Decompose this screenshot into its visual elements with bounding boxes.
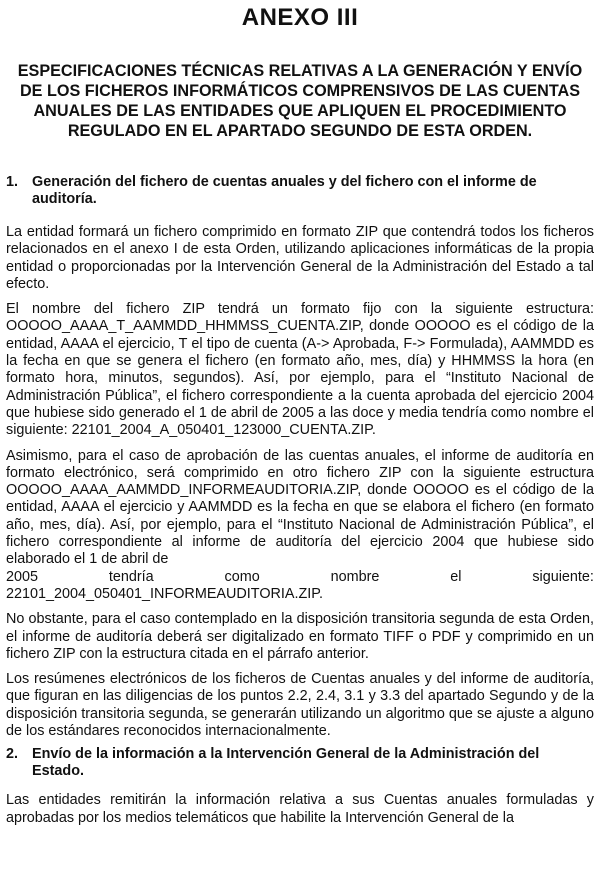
word: el bbox=[450, 568, 462, 585]
section-title: Envío de la información a la Intervención General de la Administración del Estado. bbox=[32, 746, 540, 780]
section-1-heading bbox=[6, 174, 594, 208]
word: tendría bbox=[108, 568, 154, 585]
paragraph: Las entidades remitirán la información relativa a sus Cuentas anuales formuladas y aprobadas por los medios telemáticos que habilite la Intervención General de la bbox=[6, 792, 594, 826]
word: nombre bbox=[330, 568, 380, 585]
paragraph: El nombre del fichero ZIP tendrá un formato fijo con la siguiente estructura: OOOOO_AAAA_T_AAMMDD_HHMMSS_CUENTA.ZIP, donde OOOOO es el código de la entidad, AAAA el ejercicio, T el tipo de cuenta (A-> Aprobada, F-> Formulada), AAMMDD es la fecha en que se genera el fichero (en formato año, mes, día) y HHMMSS la hora (en formato hora, minutos, segundos). Así, por ejemplo, para el “Instituto Nacional de Administración Pública”, el fichero correspondiente a la cuenta aprobada del ejercicio 2004 que hubiese sido generado el 1 de abril de 2005 a las doce y media tendría como nombre el siguiente: 22101_2004_A_050401_123000_CUENTA.ZIP. bbox=[6, 301, 595, 439]
paragraph-filename-line: 22101_2004_050401_INFORMEAUDITORIA.ZIP. bbox=[6, 585, 324, 602]
document-page bbox=[0, 4, 600, 874]
paragraph: Los resúmenes electrónicos de los ficheros de Cuentas anuales y del informe de auditoría, que figuran en las diligencias de los puntos 2.2, 2.4, 3.1 y 3.3 del apartado Segundo y de la disposición transitoria segunda, se generarán utilizando un algoritmo que se ajuste a alguno de los estándares reconocidos internacionalmente. bbox=[6, 671, 594, 740]
section-number: 2. bbox=[6, 746, 19, 763]
paragraph-justified-line bbox=[6, 569, 594, 586]
word: como bbox=[224, 568, 260, 585]
annex-title: ANEXO III bbox=[241, 4, 359, 31]
annex-subtitle: ESPECIFICACIONES TÉCNICAS RELATIVAS A LA GENERACIÓN Y ENVÍO DE LOS FICHEROS INFORMÁTICOS COMPRENSIVOS DE LAS CUENTAS ANUALES DE LAS ENTIDADES QUE APLIQUEN EL PROCEDIMIENTO REGULADO EN EL APARTADO SEGUNDO DE ESTA ORDEN. bbox=[17, 62, 583, 140]
paragraph: La entidad formará un fichero comprimido en formato ZIP que contendrá todos los ficheros relacionados en el anexo I de esta Orden, utilizando aplicaciones informáticas de la propia entidad o proporcionadas por la Intervención General de la Administración del Estado a tal efecto. bbox=[6, 224, 594, 292]
section-number: 1. bbox=[6, 174, 19, 190]
paragraph-text: Asimismo, para el caso de aprobación de las cuentas anuales, el informe de auditoría en formato electrónico, será comprimido en otro fichero ZIP con la siguiente estructura OOOOO_AAAA_AAMMDD_INFORMEAUDITORIA.ZIP, donde OOOOO es el código de la entidad, AAAA el ejercicio y AAMMDD es la fecha en que se elabora el fichero (en formato año, mes, día). Así, por ejemplo, para el “Instituto Nacional de Administración Pública”, el fichero correspondiente al informe de auditoría del ejercicio 2004 que hubiese sido elaborado el 1 de abril de bbox=[6, 447, 594, 568]
word: 2005 bbox=[6, 568, 39, 585]
word: siguiente: bbox=[532, 568, 594, 585]
section-2-heading bbox=[6, 746, 594, 780]
paragraph: No obstante, para el caso contemplado en la disposición transitoria segunda de esta Orden, el informe de auditoría deberá ser digitalizado en formato TIFF o PDF y comprimido en un fichero ZIP con la estructura citada en el párrafo anterior. bbox=[6, 611, 594, 662]
paragraph bbox=[6, 448, 594, 604]
section-title: Generación del fichero de cuentas anuales y del fichero con el informe de auditoría. bbox=[32, 174, 537, 207]
